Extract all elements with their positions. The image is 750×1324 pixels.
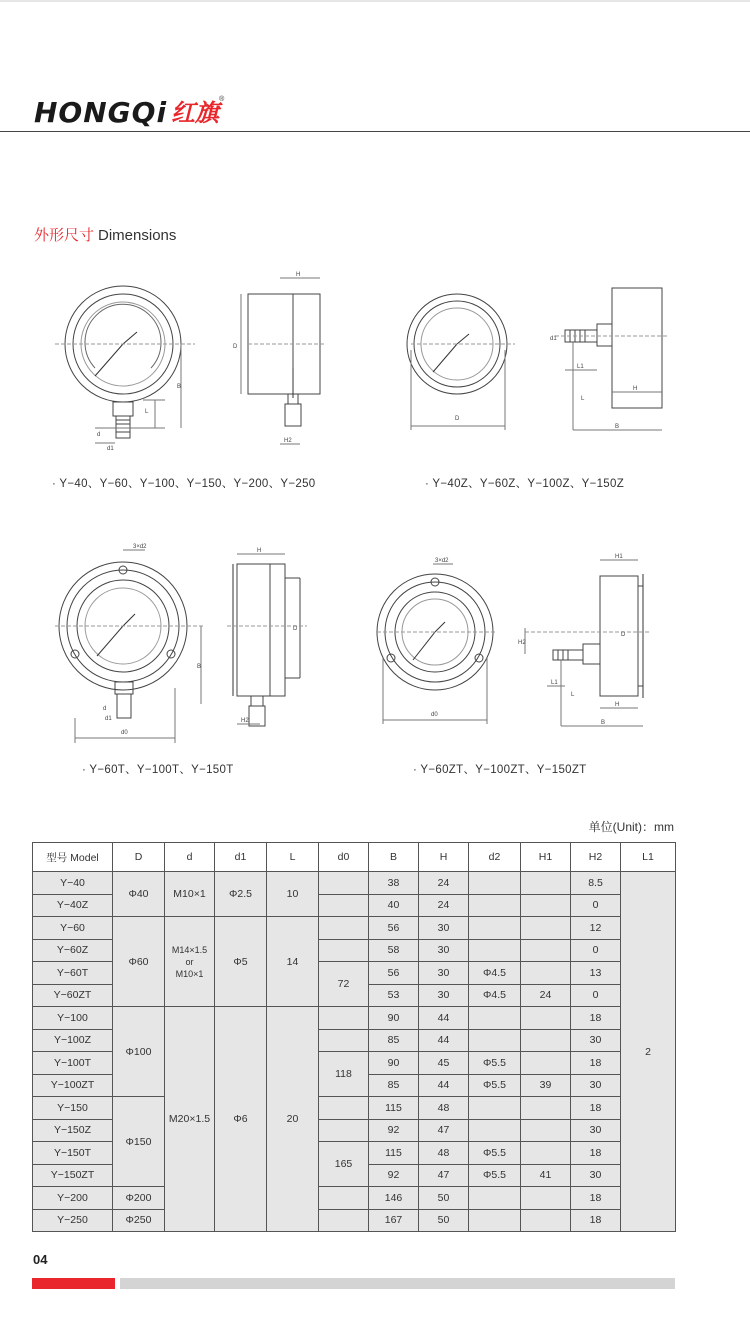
h-cell: 47 — [419, 1119, 469, 1142]
b-cell: 90 — [369, 1052, 419, 1075]
table-header-row — [33, 843, 676, 872]
h1-cell — [521, 1007, 571, 1030]
h1-cell: 39 — [521, 1074, 571, 1097]
b-cell: 146 — [369, 1187, 419, 1210]
h1-cell — [521, 872, 571, 895]
h-cell: 45 — [419, 1052, 469, 1075]
model-cell: Y−250 — [33, 1209, 113, 1232]
d0-cell — [319, 1007, 369, 1030]
d1-cell: Φ5 — [215, 917, 267, 1007]
svg-text:H: H — [296, 272, 301, 278]
h2-cell: 18 — [571, 1007, 621, 1030]
h-cell: 30 — [419, 939, 469, 962]
d2-cell: Φ5.5 — [469, 1164, 521, 1187]
col-header: L1 — [621, 843, 676, 872]
svg-text:3×d2: 3×d2 — [435, 558, 449, 564]
h-cell: 50 — [419, 1209, 469, 1232]
h2-cell: 18 — [571, 1187, 621, 1210]
h2-cell: 30 — [571, 1164, 621, 1187]
registered-mark: ® — [219, 96, 225, 103]
d0-cell — [319, 1097, 369, 1120]
table-row — [33, 917, 676, 940]
h1-cell: 41 — [521, 1164, 571, 1187]
model-cell: Y−150 — [33, 1097, 113, 1120]
h-cell: 30 — [419, 962, 469, 985]
section-title-cn: 外形尺寸 — [34, 227, 95, 244]
h2-cell: 18 — [571, 1052, 621, 1075]
col-header: d0 — [319, 843, 369, 872]
h2-cell: 18 — [571, 1142, 621, 1165]
d2-cell: Φ5.5 — [469, 1074, 521, 1097]
h2-cell: 8.5 — [571, 872, 621, 895]
svg-text:H: H — [615, 702, 620, 708]
drawing-radial-gauge — [55, 268, 345, 458]
col-header: d2 — [469, 843, 521, 872]
d2-cell — [469, 1119, 521, 1142]
dimension-table — [32, 842, 676, 1232]
col-header: 型号 Model — [33, 843, 113, 872]
footer-bar-grey — [120, 1278, 675, 1289]
d2-cell — [469, 1209, 521, 1232]
d2-cell — [469, 939, 521, 962]
h2-cell: 13 — [571, 962, 621, 985]
thread-cell: M20×1.5 — [165, 1007, 215, 1232]
model-cell: Y−40Z — [33, 894, 113, 917]
brand-logo — [34, 94, 224, 128]
h-cell: 48 — [419, 1142, 469, 1165]
table-row — [33, 1209, 676, 1232]
h2-cell: 30 — [571, 1029, 621, 1052]
h2-cell: 0 — [571, 894, 621, 917]
model-cell: Y−100Z — [33, 1029, 113, 1052]
col-header: L — [267, 843, 319, 872]
section-title — [34, 224, 176, 245]
svg-text:D: D — [233, 344, 238, 350]
svg-text:D: D — [455, 416, 460, 422]
d0-cell — [319, 939, 369, 962]
svg-text:H: H — [257, 548, 262, 554]
thread-option-2: M10×1 — [175, 968, 204, 979]
h1-cell — [521, 917, 571, 940]
model-cell: Y−100ZT — [33, 1074, 113, 1097]
d0-cell — [319, 1029, 369, 1052]
h-cell: 44 — [419, 1007, 469, 1030]
d1-cell: Φ2.5 — [215, 872, 267, 917]
svg-text:B: B — [601, 720, 606, 726]
d0-cell — [319, 1119, 369, 1142]
logo-text: HONGQi — [34, 96, 168, 129]
svg-text:L1: L1 — [577, 364, 584, 370]
b-cell: 56 — [369, 962, 419, 985]
model-cell: Y−100 — [33, 1007, 113, 1030]
d0-cell: 165 — [319, 1142, 369, 1187]
col-header: d1 — [215, 843, 267, 872]
h1-cell — [521, 939, 571, 962]
h-cell: 30 — [419, 984, 469, 1007]
col-header: D — [113, 843, 165, 872]
h-cell: 24 — [419, 872, 469, 895]
h-cell: 44 — [419, 1029, 469, 1052]
b-cell: 58 — [369, 939, 419, 962]
h2-cell: 30 — [571, 1119, 621, 1142]
l1-cell: 2 — [621, 872, 676, 1232]
top-border — [0, 0, 750, 2]
b-cell: 92 — [369, 1164, 419, 1187]
h2-cell: 0 — [571, 984, 621, 1007]
d2-cell — [469, 872, 521, 895]
drawing-radial-flange-gauge — [55, 538, 345, 748]
b-cell: 40 — [369, 894, 419, 917]
d-cell: Φ250 — [113, 1209, 165, 1232]
b-cell: 92 — [369, 1119, 419, 1142]
b-cell: 56 — [369, 917, 419, 940]
h-cell: 50 — [419, 1187, 469, 1210]
svg-text:D: D — [293, 626, 298, 632]
svg-text:D: D — [621, 632, 626, 638]
model-cell: Y−150T — [33, 1142, 113, 1165]
d2-cell — [469, 1097, 521, 1120]
col-header: B — [369, 843, 419, 872]
thread-cell: M10×1 — [165, 872, 215, 917]
h1-cell — [521, 1209, 571, 1232]
h1-cell: 24 — [521, 984, 571, 1007]
caption-drawing-1: · Y−40、Y−60、Y−100、Y−150、Y−200、Y−250 — [52, 478, 316, 490]
d0-cell — [319, 917, 369, 940]
h1-cell — [521, 1119, 571, 1142]
svg-text:d0: d0 — [431, 712, 438, 718]
l-cell: 10 — [267, 872, 319, 917]
svg-text:3×d2: 3×d2 — [133, 544, 147, 550]
b-cell: 38 — [369, 872, 419, 895]
h1-cell — [521, 962, 571, 985]
d2-cell — [469, 1029, 521, 1052]
h-cell: 44 — [419, 1074, 469, 1097]
svg-text:B: B — [615, 424, 620, 430]
svg-text:H2: H2 — [284, 438, 292, 444]
svg-text:H: H — [633, 386, 638, 392]
h2-cell: 0 — [571, 939, 621, 962]
h2-cell: 30 — [571, 1074, 621, 1097]
d0-cell — [319, 894, 369, 917]
d2-cell: Φ5.5 — [469, 1052, 521, 1075]
svg-text:H2: H2 — [518, 640, 526, 646]
l-cell: 14 — [267, 917, 319, 1007]
svg-text:L1: L1 — [551, 680, 558, 686]
svg-text:B: B — [177, 384, 182, 390]
thread-or: or — [185, 956, 194, 967]
h1-cell — [521, 1052, 571, 1075]
header-rule — [0, 131, 750, 132]
col-header: H1 — [521, 843, 571, 872]
b-cell: 53 — [369, 984, 419, 1007]
d2-cell: Φ5.5 — [469, 1142, 521, 1165]
col-header: d — [165, 843, 215, 872]
h2-cell: 18 — [571, 1097, 621, 1120]
drawing-axial-flange-gauge — [375, 548, 675, 738]
b-cell: 85 — [369, 1074, 419, 1097]
d-cell: Φ60 — [113, 917, 165, 1007]
h1-cell — [521, 1029, 571, 1052]
svg-text:d1: d1 — [107, 446, 114, 452]
svg-text:L: L — [571, 692, 575, 698]
d1-cell: Φ6 — [215, 1007, 267, 1232]
page-number: 04 — [33, 1252, 48, 1267]
d0-cell: 72 — [319, 962, 369, 1007]
h1-cell — [521, 1142, 571, 1165]
h1-cell — [521, 1187, 571, 1210]
d2-cell — [469, 1187, 521, 1210]
b-cell: 115 — [369, 1097, 419, 1120]
h1-cell — [521, 894, 571, 917]
drawing-axial-gauge — [405, 280, 675, 445]
b-cell: 90 — [369, 1007, 419, 1030]
unit-label: 单位(Unit)：mm — [588, 820, 674, 834]
thread-cell — [165, 917, 215, 1007]
d-cell: Φ200 — [113, 1187, 165, 1210]
svg-text:L: L — [145, 409, 149, 415]
table-row — [33, 872, 676, 895]
h2-cell: 18 — [571, 1209, 621, 1232]
logo-chinese-text: 红旗 — [171, 98, 220, 127]
d2-cell: Φ4.5 — [469, 962, 521, 985]
model-cell: Y−60T — [33, 962, 113, 985]
caption-drawing-2: · Y−40Z、Y−60Z、Y−100Z、Y−150Z — [425, 478, 625, 490]
model-cell: Y−150ZT — [33, 1164, 113, 1187]
d2-cell — [469, 917, 521, 940]
svg-text:d: d — [103, 706, 107, 712]
d2-cell — [469, 1007, 521, 1030]
model-cell: Y−60Z — [33, 939, 113, 962]
model-cell: Y−40 — [33, 872, 113, 895]
b-cell: 115 — [369, 1142, 419, 1165]
b-cell: 167 — [369, 1209, 419, 1232]
d-cell: Φ150 — [113, 1097, 165, 1187]
d0-cell — [319, 872, 369, 895]
h-cell: 24 — [419, 894, 469, 917]
col-header: H2 — [571, 843, 621, 872]
thread-option-1: M14×1.5 — [171, 944, 208, 955]
col-header: H — [419, 843, 469, 872]
d2-cell: Φ4.5 — [469, 984, 521, 1007]
model-cell: Y−150Z — [33, 1119, 113, 1142]
svg-text:d1: d1 — [550, 336, 557, 342]
table-row — [33, 1187, 676, 1210]
footer-bar-red — [32, 1278, 115, 1289]
svg-text:d0: d0 — [121, 730, 128, 736]
model-cell: Y−200 — [33, 1187, 113, 1210]
caption-drawing-4: · Y−60ZT、Y−100ZT、Y−150ZT — [413, 764, 587, 776]
d0-cell: 118 — [319, 1052, 369, 1097]
svg-text:d1: d1 — [105, 716, 112, 722]
table-row — [33, 1007, 676, 1030]
svg-text:B: B — [197, 664, 202, 670]
model-cell: Y−100T — [33, 1052, 113, 1075]
table-row — [33, 1097, 676, 1120]
l-cell: 20 — [267, 1007, 319, 1232]
h-cell: 47 — [419, 1164, 469, 1187]
b-cell: 85 — [369, 1029, 419, 1052]
svg-text:H1: H1 — [615, 554, 623, 560]
model-cell: Y−60ZT — [33, 984, 113, 1007]
section-title-en: Dimensions — [98, 227, 177, 244]
svg-text:H2: H2 — [241, 718, 249, 724]
svg-text:d: d — [97, 432, 101, 438]
d-cell: Φ40 — [113, 872, 165, 917]
h2-cell: 12 — [571, 917, 621, 940]
h1-cell — [521, 1097, 571, 1120]
model-cell: Y−60 — [33, 917, 113, 940]
caption-drawing-3: · Y−60T、Y−100T、Y−150T — [82, 764, 234, 776]
d-cell: Φ100 — [113, 1007, 165, 1097]
h-cell: 30 — [419, 917, 469, 940]
d0-cell — [319, 1187, 369, 1210]
d0-cell — [319, 1209, 369, 1232]
h-cell: 48 — [419, 1097, 469, 1120]
svg-text:L: L — [581, 396, 585, 402]
d2-cell — [469, 894, 521, 917]
